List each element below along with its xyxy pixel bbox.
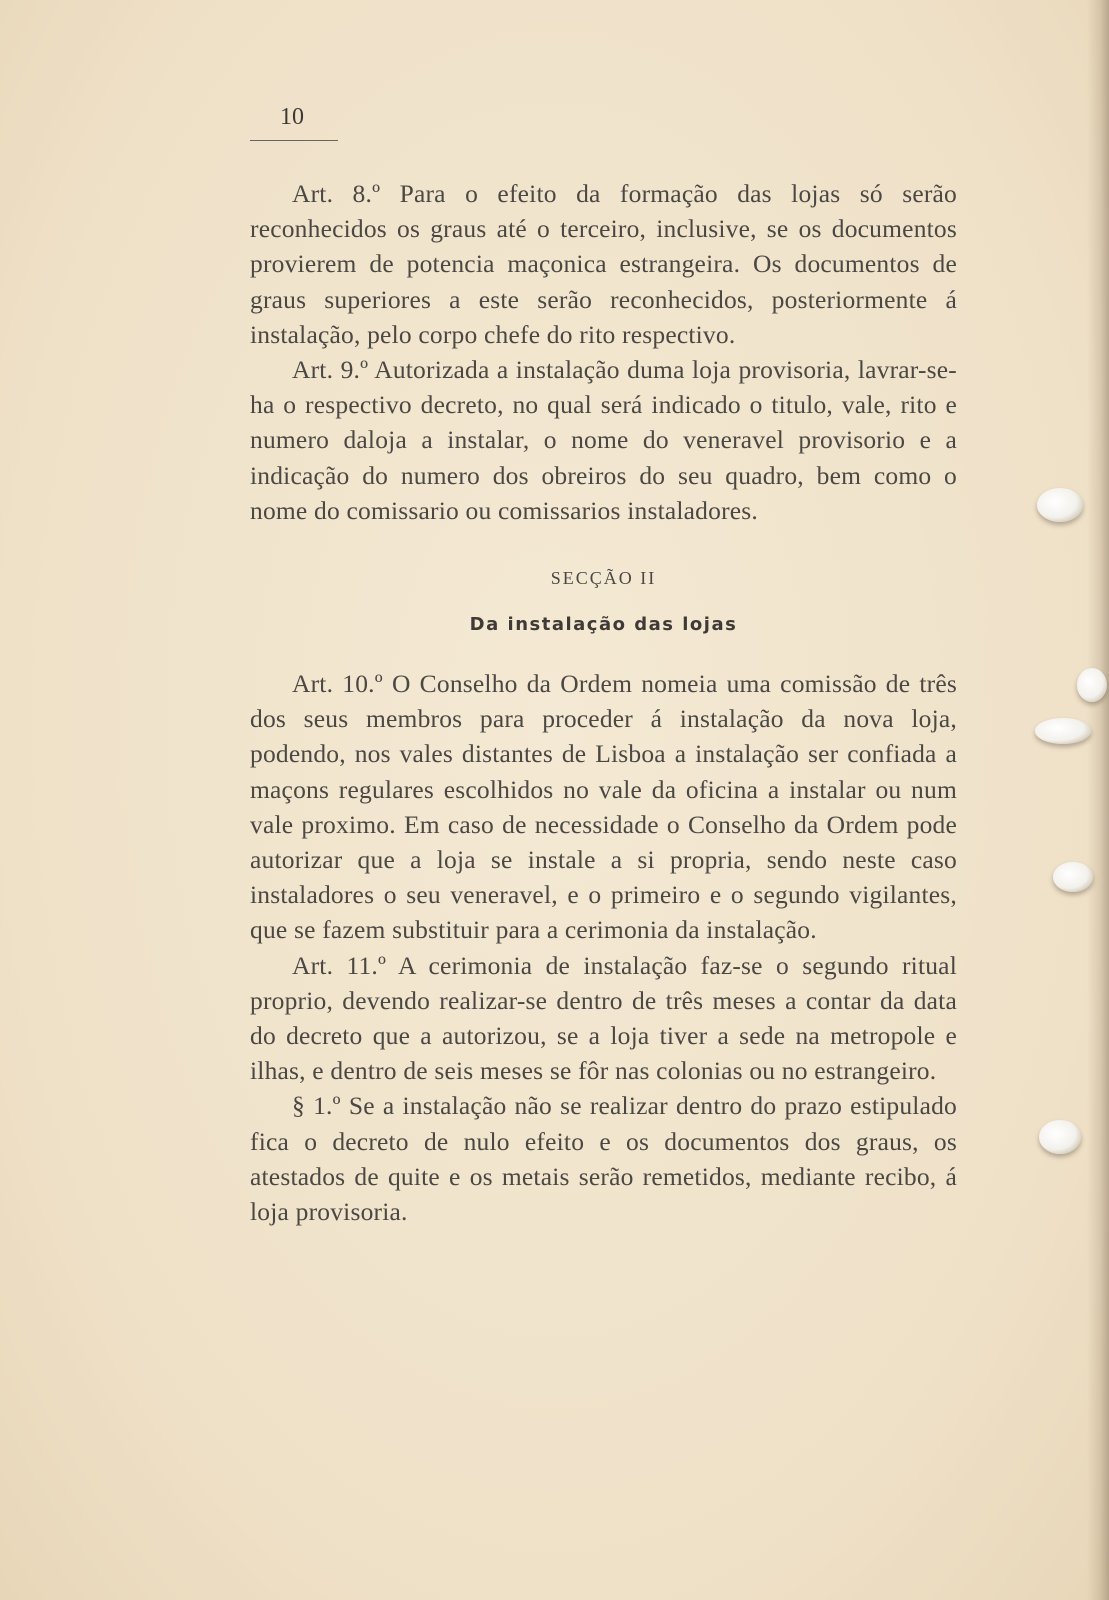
article-8: Art. 8.º Para o efeito da formação das lojas só serão reconhecidos os graus até o terceiro, inclusive, se os documentos provierem de potencia maçonica estrangeira. Os documentos de graus superiores a este serão reconhecidos, posteriormente á instalação, pelo corpo chefe do rito respectivo.: [250, 179, 957, 349]
binding-hole: [1037, 488, 1083, 522]
header-rule: [250, 140, 338, 141]
article-9: Art. 9.º Autorizada a instalação duma loja provisoria, lavrar-se-ha o respectivo decreto, no qual será indicado o titulo, vale, rito e numero daloja a instalar, o nome do veneravel provisorio e a indicação do numero dos obreiros do seu quadro, bem como o nome do comissario ou comissarios instaladores.: [250, 355, 957, 525]
page-edge-shadow: [1087, 0, 1109, 1600]
article-11: Art. 11.º A cerimonia de instalação faz-se o segundo ritual proprio, devendo realizar-se dentro de três meses a contar da data do decreto que a autorizou, se a loja tiver a sede na metropole e ilhas, e dentro de seis meses se fôr nas colonias ou no estrangeiro.: [250, 950, 957, 1086]
section-title: Da instalação das lojas: [469, 614, 738, 636]
binding-hole: [1039, 1120, 1081, 1154]
section-heading: SECÇÃO II: [550, 568, 657, 589]
page-number: 10: [280, 104, 304, 130]
article-10: Art. 10.º O Conselho da Ordem nomeia uma comissão de três dos seus membros para proceder á instalação da nova loja, podendo, nos vales distantes de Lisboa a instalação ser confiada a maçons regulares escolhidos no vale da oficina a instalar ou num vale proximo. Em caso de necessidade o Conselho da Ordem pode autorizar que a loja se instale a si propria, sendo neste caso instaladores o seu veneravel, e o primeiro e o segundo vigilantes, que se fazem substituir para a cerimonia da instalação.: [250, 669, 957, 945]
article-11-paragraph-1: § 1.º Se a instalação não se realizar dentro do prazo estipulado fica o decreto de nulo efeito e os documentos dos graus, os atestados de quite e os metais serão remetidos, mediante recibo, á loja provisoria.: [250, 1091, 957, 1227]
body-text: [250, 176, 957, 1229]
binding-hole: [1035, 718, 1091, 744]
binding-hole: [1053, 862, 1093, 892]
binding-hole: [1077, 668, 1107, 702]
